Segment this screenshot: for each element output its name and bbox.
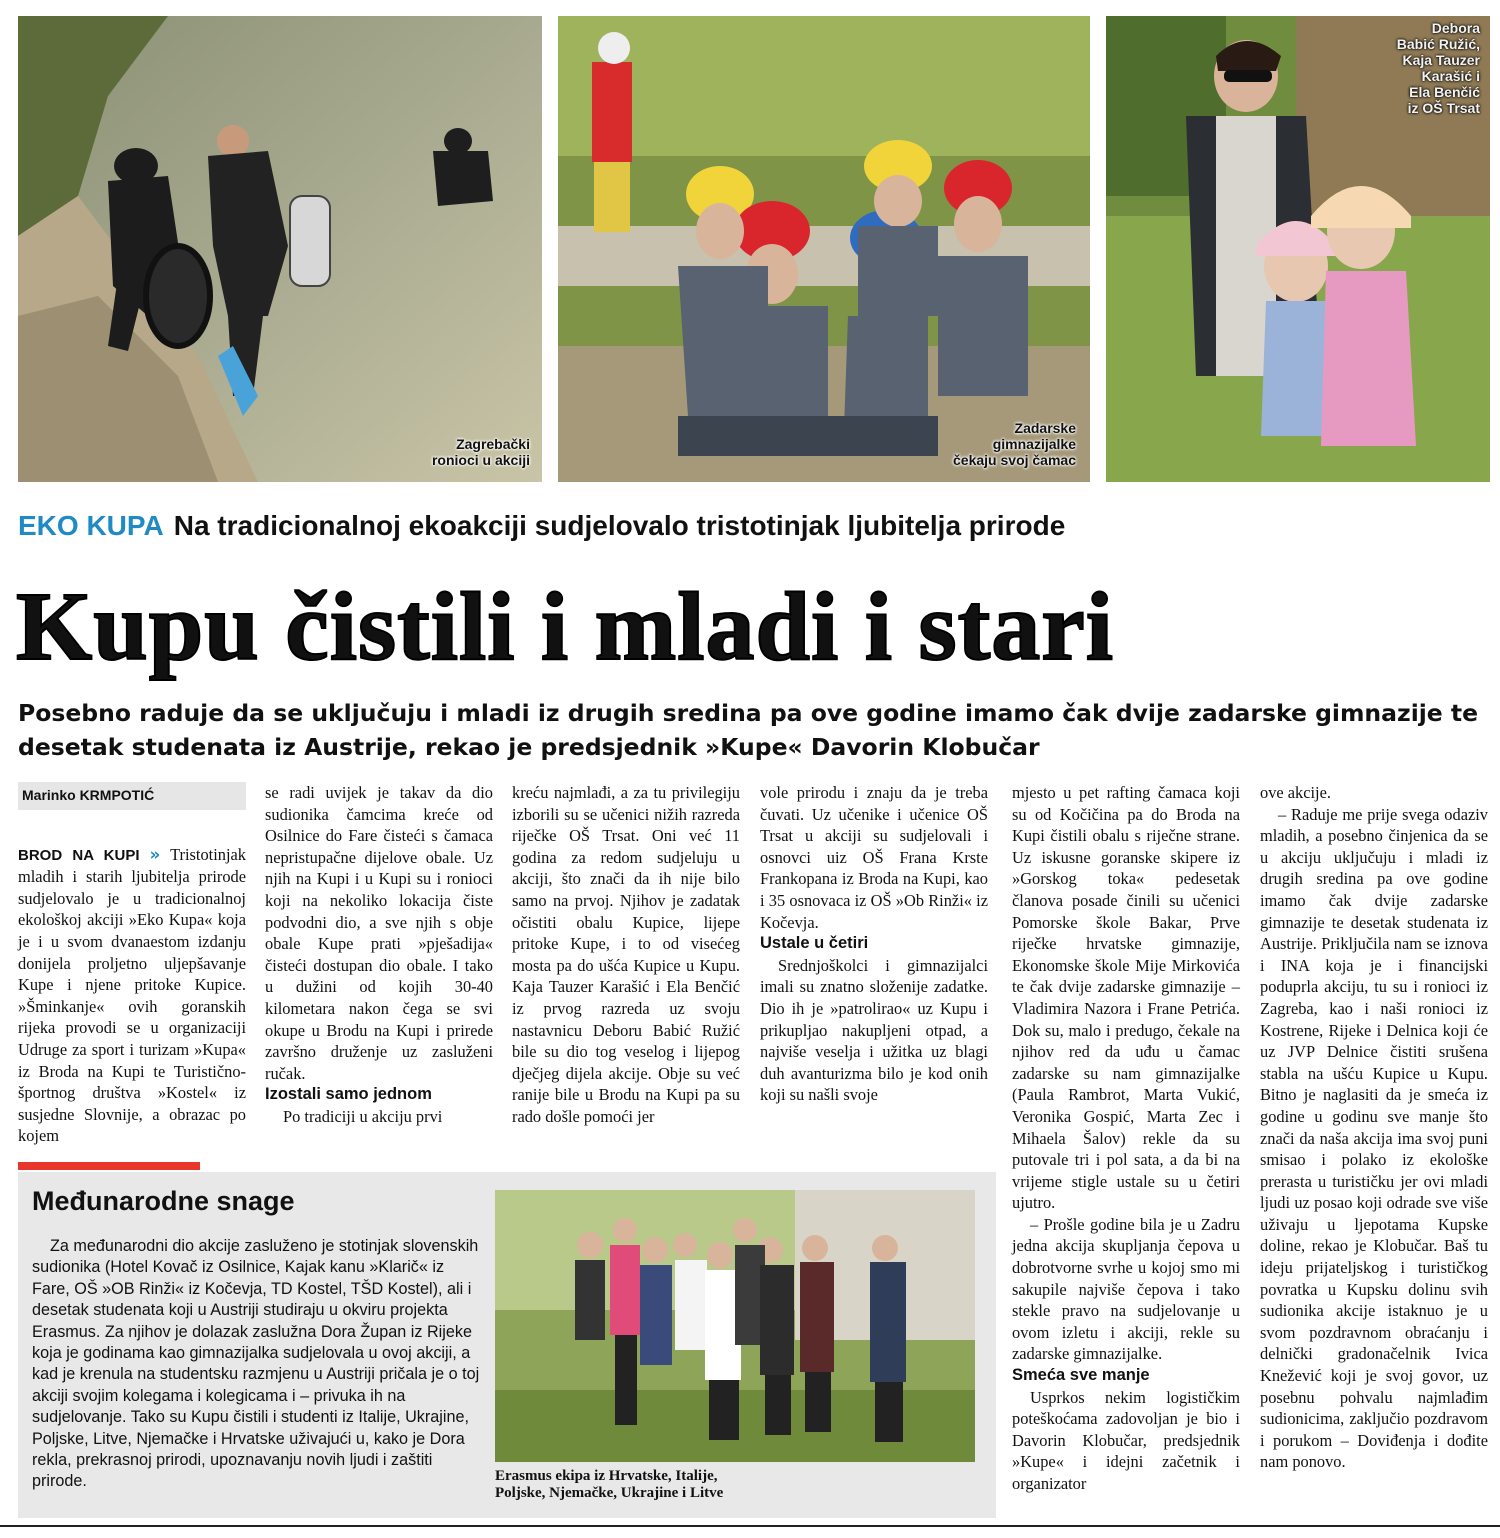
- paragraph: se radi uvijek je takav da dio sudionika čamcima kreće od Osilnice do Fare čisteći s čamaca nepristupačne dijelove obale. Uz njih na Kupi i u Kupi su i ronioci koji na nekoliko lokacija čiste podvodni dio, a sve njih s obje obale Kupe prati »pješadija« čisteći dostupan dio obale. I tako u dužini od kojih 30-40 kilometara nakon čega se svi okupe u Brodu na Kupi i prirede završno druženje uz zasluženi ručak.: [265, 783, 493, 1083]
- caption-line: Zadarske: [1014, 420, 1076, 436]
- caption-line: Karašić i: [1421, 68, 1480, 84]
- column-3: [512, 782, 740, 1128]
- box-title: Međunarodne snage: [32, 1186, 295, 1216]
- paragraph: ove akcije.: [1260, 783, 1331, 802]
- caption-line: Debora: [1431, 20, 1480, 36]
- caption-line: iz OŠ Trsat: [1407, 100, 1480, 116]
- photo-caption-divers: [432, 436, 530, 468]
- column-1: [18, 782, 246, 1147]
- photo-teacher-girls: [1106, 16, 1490, 482]
- paragraph: – Prošle godine bila je u Zadru jedna akcija skupljanja čepova u dobrotvorne svrhe u kojoj smo mi sakupile najviše čepova i tako stekle pravo na sudjelovanje u ovom izletu i akciji, rekle su zadarske gimnazijalke.: [1012, 1214, 1240, 1364]
- subheading: Ustale u četiri: [760, 934, 869, 953]
- paragraph: vole prirodu i znaju da je treba čuvati. Uz učenike i učenice OŠ Trsat u akciji su sudjelovali i osnovci uiz OŠ Frana Krste Frankopana iz Broda na Kupi, kao i 35 osnovaca iz OŠ »Ob Rinži« iz Kočevja.: [760, 783, 988, 932]
- author-byline: Marinko KRMPOTIĆ: [18, 782, 246, 810]
- column-4: [760, 782, 988, 1106]
- paragraph: – Raduje me prije svega odaziv mladih, a posebno činjenica da se u akciju uključuju i mladi iz drugih sredina pa ove godine imamo čak dvije zadarske gimnazije te desetak studenata iz Austrije. Priključila nam se iznova i INA koja je i financijski poduprla akciju, tu su i ronioci iz Zagreba, kao i naši ronioci iz Kostrene, Rijeke i Delnica koji će uz JVP Delnice čistiti srušena stabla na ušću Kupice u Kupu. Bitno je naglasiti da je smeća iz godine u godinu sve manje što znači da naša akcija ima svoj puni smisao i polako iz ekološke prerasta u turističku jer ovi mladi ljudi uz posao koji odrade sve više uživaju u ljepotama Kupske doline, rekao je Klobučar. Baš tu ideju prijateljskog i turističkog povratka u Kupsku dolinu svih sudionika akcije istaknuo je u svom pozdravnom obraćanju i delnički gradonačelnik Ivica Knežević koji je svoj govor, uz posebnu pohvalu najmlađim sudionicima, zaključio pozdravom i porukom – Doviđenja i dođite nam ponovo.: [1260, 804, 1488, 1472]
- students-scene: [558, 16, 1090, 482]
- column-6: [1260, 782, 1488, 1473]
- column-5: [1012, 782, 1240, 1495]
- photo-caption-students: [953, 420, 1076, 468]
- subheading: Izostali samo jednom: [265, 1085, 432, 1104]
- box-photo-caption: [495, 1468, 895, 1502]
- column-2: [265, 782, 493, 1128]
- caption-line: čekaju svoj čamac: [953, 452, 1076, 468]
- deck: Posebno raduje da se uključuju i mladi iz drugih sredina pa ove godine imamo čak dvije zadarske gimnazije te desetak studenata iz Austrije, rekao je predsjednik »Kupe« Davorin Klobučar: [18, 699, 1479, 761]
- caption-line: Kaja Tauzer: [1402, 52, 1480, 68]
- photo-caption-teacher: [1397, 20, 1480, 116]
- caption-line: Poljske, Njemačke, Ukrajine i Litve: [495, 1485, 724, 1501]
- kicker-text: Na tradicionalnoj ekoakciji sudjelovalo tristotinjak ljubitelja prirode: [173, 510, 1066, 541]
- paragraph: mjesto u pet rafting čamaca koji su od Kočičina pa do Broda na Kupi čistili obalu s riječne strane. Uz iskusne goranske skipere iz »Gorskog toka« pedesetak članova posade činili su učenici Pomorske škole Bakar, Prve riječke hrvatske gimnazije, Ekonomske škole Mije Mirkovića te čak dvije zadarske gimnazije – Vladimira Nazora i Frane Petrića. Dok su, malo i predugo, čekale na njihov red da uđu u čamac zadarske su nam gimnazijalke (Paula Rambrot, Marta Vukić, Veronika Gospić, Marta Zec i Mihaela Šalov) rekle da su putovale tri i pol sata, a da bi na vrijeme stigle ustale su u četiri ujutro.: [1012, 783, 1240, 1213]
- paragraph-text: Tristotinjak mladih i starih ljubitelja prirode sudjelovalo je u tradicionalnoj ekološkoj akciji »Eko Kupa« koja je i u svom dvanaestom izdanju donijela proljetno uljepšavanje Kupe i njene pritoke Kupice. »Šminkanje« ovih goranskih rijeka provodi se u organizaciji Udruge za sport i turizam »Kupa« iz Broda na Kupi te Turistično-športnog društva »Kostel« iz susjedne Slovnije, a obrazac po kojem: [18, 844, 246, 1146]
- kicker: [18, 509, 1488, 543]
- caption-line: gimnazijalke: [992, 436, 1076, 452]
- chevron-icon: »: [149, 844, 161, 864]
- headline: Kupu čistili i mladi i stari: [16, 573, 1114, 681]
- caption-line: ronioci u akciji: [431, 452, 530, 468]
- paragraph: Srednjoškolci i gimnazijalci imali su znatno složenije zadatke. Dio ih je »patrolirao« uz Kupu i prikupljao nakupljeni otpad, a najviše veselja i užitka uz blagi duh avanturizma bilo je kod onih koji su našli svoje: [760, 955, 988, 1105]
- paragraph: Po tradiciji u akciju prvi: [283, 1106, 443, 1126]
- caption-line: Erasmus ekipa iz Hrvatske, Italije,: [495, 1468, 718, 1484]
- dateline: BROD NA KUPI: [18, 846, 140, 864]
- paragraph: [18, 844, 246, 1147]
- photo-students: [558, 16, 1090, 482]
- paragraph: Usprkos nekim logističkim poteškoćama zadovoljan je bio i Davorin Klobučar, predsjednik »Kupe« i idejni začetnik i organizator: [1012, 1387, 1240, 1493]
- divers-scene: [18, 16, 542, 482]
- section-tag: EKO KUPA: [18, 510, 164, 541]
- caption-line: Babić Ružić,: [1396, 36, 1480, 52]
- caption-line: Zagrebački: [456, 436, 530, 452]
- subheading: Smeća sve manje: [1012, 1366, 1150, 1385]
- photo-erasmus-group: [495, 1190, 975, 1462]
- caption-line: Ela Benčić: [1409, 84, 1480, 100]
- paragraph: kreću najmlađi, a za tu privilegiju izborili su se učenici nižih razreda riječke OŠ Trsat. Oni već 11 godina za redom sudjeluju u akciji, što znači da ih nije bilo samo na prvoj. Njihov je zadatak očistiti obalu Kupice, lijepe pritoke Kupe, i to od visećeg mosta pa do ušća Kupice u Kupu. Kaja Tauzer Karašić i Ela Benčić iz prvog razreda uz svoju nastavnicu Deboru Babić Ružić bile su dio tog veselog i lijepog dječjeg dijela akcije. Obje su već ranije bile u Brodu na Kupi pa su rado došle pomoći jer: [512, 783, 740, 1126]
- box-accent-bar: [18, 1162, 200, 1170]
- bottom-rule: [0, 1525, 1500, 1527]
- erasmus-scene: [495, 1190, 975, 1462]
- photo-divers: [18, 16, 542, 482]
- box-text: Za međunarodni dio akcije zasluženo je stotinjak slovenskih sudionika (Hotel Kovač iz Osilnice, Kajak kanu »Klarič« iz Fare, OŠ »OB Rinži« iz Kočevja, TD Kostel, TŠD Kostel), ali i desetak studenata koji u Austriji studiraju u okviru projekta Erasmus. Za njihov je dolazak zaslužna Dora Župan iz Rijeke koja je godinama kao gimnazijalka sudjelovala u ovoj akciji, a kad je krenula na studentsku razmjenu u Austriji pričala je o toj akciji svojim kolegama i kolegicama i – privuka ih na sudjelovanje. Tako su Kupu čistili i studenti iz Italije, Ukrajine, Poljske, Litve, Njemačke i Hrvatske uživajući u, kako je Dora rekla, prekrasnoj prirodi, upoznavanju novih ljudi i zaštiti prirode.: [32, 1237, 480, 1491]
